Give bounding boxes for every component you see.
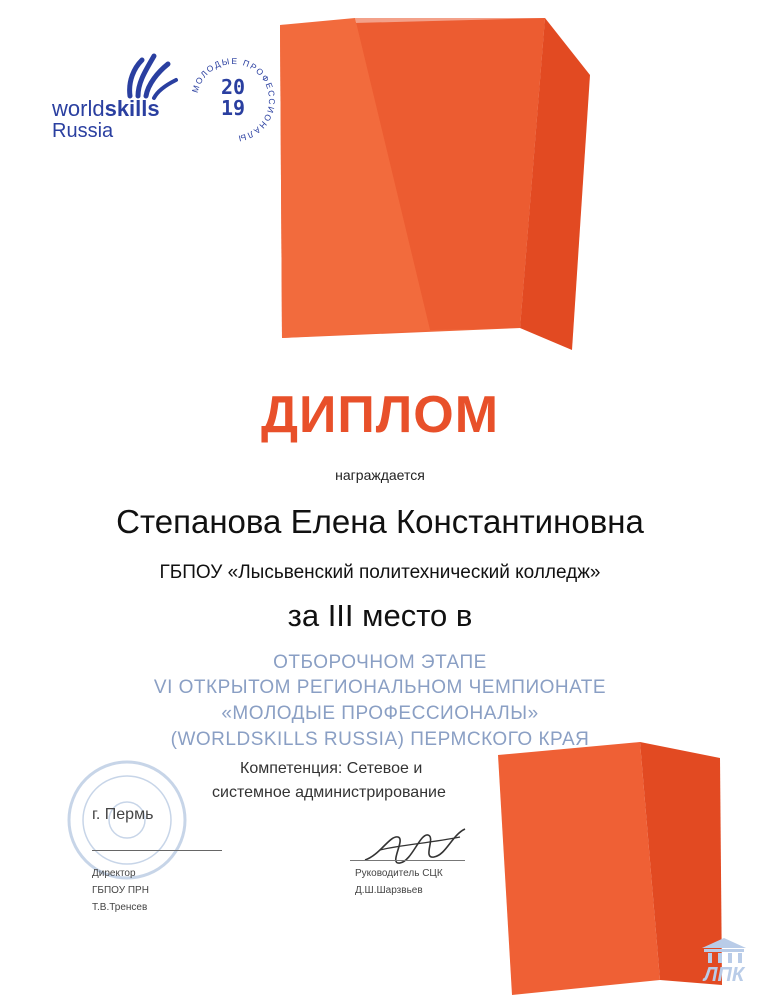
awarded-label: награждается <box>335 467 425 483</box>
left-signature-line <box>92 850 222 851</box>
right-signer-name: Д.Ш.Шарзвьев <box>355 885 423 896</box>
mp-year-bottom: 19 <box>220 96 246 120</box>
mp-year-top: 20 <box>220 75 246 99</box>
left-signer-name: Т.В.Тренсев <box>92 902 148 913</box>
recipient-name: Степанова Елена Константиновна <box>116 503 644 540</box>
place-text: за III место в <box>287 598 473 633</box>
mp-ring-text: МОЛОДЫЕ ПРОФЕССИОНАЛЫ <box>189 55 278 144</box>
worldskills-logo <box>52 46 177 146</box>
worldskills-word-russia: Russia <box>52 120 114 142</box>
handwritten-signature <box>360 815 470 875</box>
watermark-label: ЛПК <box>703 964 745 986</box>
competence-line-1: Компетенция: Сетевое и <box>240 760 423 777</box>
worldskills-hands-icon <box>120 46 180 101</box>
worldskills-word-world: world <box>52 96 105 121</box>
cube-bottom-left-face <box>498 742 660 995</box>
left-signer-org: ГБПОУ ПРН <box>92 885 149 896</box>
watermark-logo <box>698 936 750 992</box>
event-line-4: (WORLDSKILLS RUSSIA) ПЕРМСКОГО КРАЯ <box>170 729 590 750</box>
competence-line-2: системное администрирование <box>212 784 446 801</box>
event-line-1: ОТБОРОЧНОМ ЭТАПЕ <box>273 652 487 673</box>
diploma-title: ДИПЛОМ <box>260 386 500 444</box>
building-icon <box>698 936 750 966</box>
molodye-professionaly-logo <box>185 52 281 148</box>
event-line-2: VI ОТКРЫТОМ РЕГИОНАЛЬНОМ ЧЕМПИОНАТЕ <box>153 677 607 698</box>
left-signer-title: Директор <box>92 868 136 879</box>
worldskills-word-skills: skills <box>104 96 160 121</box>
event-line-3: «МОЛОДЫЕ ПРОФЕССИОНАЛЫ» <box>221 703 539 724</box>
right-signer-title: Руководитель СЦК <box>355 868 443 879</box>
city-label: г. Пермь <box>92 806 154 823</box>
right-signature-line <box>350 860 465 861</box>
recipient-organization: ГБПОУ «Лысьвенский политехнический колледж» <box>159 562 601 583</box>
